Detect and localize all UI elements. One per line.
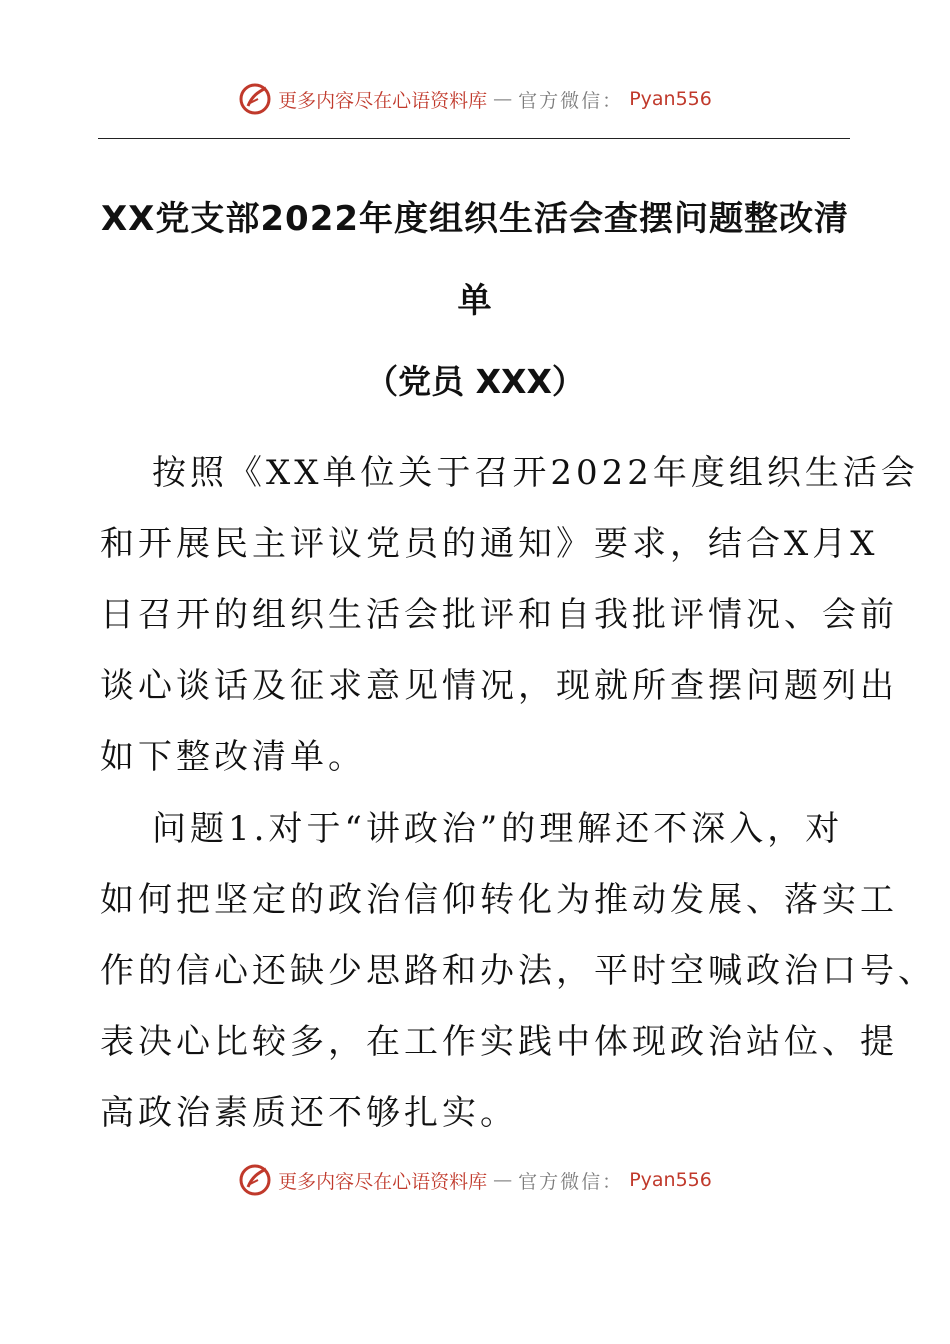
paragraph-line: 表决心比较多，在工作实践中体现政治站位、提 [100,1022,898,1062]
paragraph-line: 按照《XX单位关于召开2022年度组织生活会 [152,453,919,493]
paragraph-line: 高政治素质还不够扎实。 [100,1093,518,1133]
footer-banner [0,1163,950,1197]
logo-icon [238,82,272,116]
banner-dash: — [493,1169,513,1191]
document-title [98,178,852,342]
paragraph-line: 如下整改清单。 [100,737,366,777]
paragraph-line: 和开展民主评议党员的通知》要求，结合X月X [100,524,879,564]
document-subtitle: （党员 XXX） [365,362,585,401]
paragraph-intro [100,438,919,793]
paragraph-problem-1 [100,794,936,1149]
banner-label: 官方微信： [518,89,624,112]
paragraph-line: 问题1.对于“讲政治”的理解还不深入，对 [152,809,844,849]
paragraph-line: 日召开的组织生活会批评和自我批评情况、会前 [100,595,898,635]
banner-wechat-id: Pyan556 [629,1169,712,1191]
banner-dash: — [493,88,513,110]
header-banner [0,82,950,116]
title-line-2: 单 [457,281,493,321]
paragraph-line: 作的信心还缺少思路和办法，平时空喊政治口号、 [100,951,936,991]
banner-main-text: 更多内容尽在心语资料库 [278,89,488,112]
title-line-1: XX党支部2022年度组织生活会查摆问题整改清 [100,199,850,239]
paragraph-line: 谈心谈话及征求意见情况，现就所查摆问题列出 [100,666,898,706]
logo-icon [238,1163,272,1197]
paragraph-line: 如何把坚定的政治信仰转化为推动发展、落实工 [100,880,898,920]
banner-label: 官方微信： [518,1170,624,1193]
banner-main-text: 更多内容尽在心语资料库 [278,1170,488,1193]
banner-wechat-id: Pyan556 [629,88,712,110]
header-divider [98,138,850,139]
